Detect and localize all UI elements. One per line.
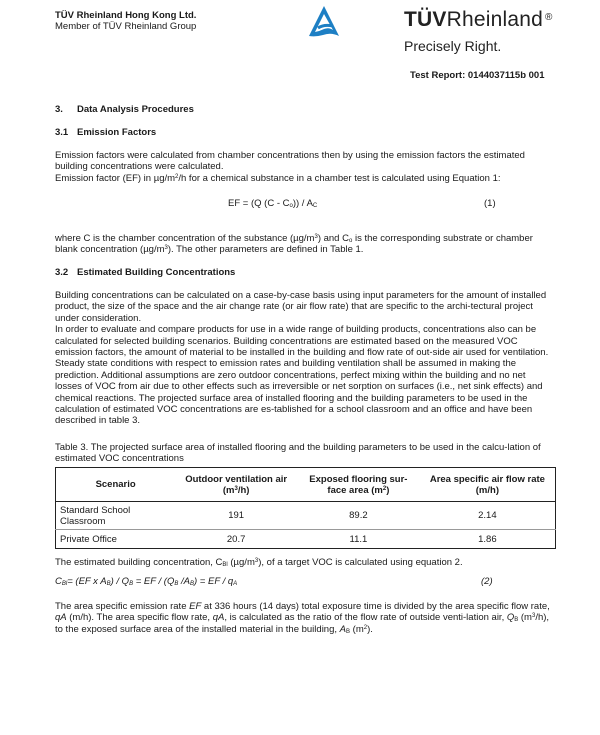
equation-1 bbox=[228, 198, 317, 209]
logo-brand-bold: TÜV bbox=[404, 8, 447, 31]
text: ). The other parameters are defined in Table 1. bbox=[167, 244, 364, 256]
section-title: Data Analysis Procedures bbox=[77, 104, 194, 115]
variable: A bbox=[339, 623, 346, 635]
text: ). bbox=[367, 623, 373, 635]
variable: qA bbox=[212, 612, 225, 624]
ef-definition bbox=[55, 173, 555, 184]
text: , is calculated as the ratio of the flow rate of outside venti-lation air, bbox=[224, 612, 507, 624]
tuv-triangle-logo-icon bbox=[306, 4, 342, 40]
superscript: 2 bbox=[175, 173, 179, 180]
header-text: Outdoor ventilation air (m bbox=[185, 473, 288, 496]
column-header-outdoor-ventilation bbox=[175, 468, 297, 502]
emission-factors-paragraph bbox=[55, 150, 555, 184]
estimated-concentration-paragraph bbox=[55, 557, 555, 568]
cell-scenario: Private Office bbox=[60, 533, 117, 545]
subscript: B bbox=[514, 617, 519, 624]
section-number: 3. bbox=[55, 104, 63, 115]
eq-subscript: B bbox=[189, 581, 194, 587]
subscript: B bbox=[346, 628, 351, 635]
superscript: 3 bbox=[234, 485, 238, 492]
eq-subscript: A bbox=[233, 581, 238, 587]
text: (m bbox=[518, 612, 532, 624]
logo-tagline: Precisely Right. bbox=[404, 38, 502, 54]
registered-mark: ® bbox=[544, 12, 553, 23]
text: The area specific emission rate bbox=[55, 601, 190, 612]
cell-ventilation: 191 bbox=[228, 510, 245, 521]
text: is the corresponding substrate or chamber blank concentration (µg/m bbox=[55, 233, 533, 256]
logo-wordmark bbox=[404, 9, 553, 31]
eq-subscript: C bbox=[312, 203, 318, 209]
eq-part: = EF / (Q bbox=[133, 576, 175, 587]
variable: qA bbox=[55, 612, 67, 624]
where-paragraph bbox=[55, 233, 555, 256]
text: The estimated building concentration, C bbox=[55, 557, 223, 568]
company-block bbox=[55, 10, 196, 33]
company-member: Member of TÜV Rheinland Group bbox=[55, 21, 197, 33]
section-3-2-heading bbox=[55, 267, 555, 278]
paragraph-text: In order to evaluate and compare products for use in a wide range of building products, concentrations also can be calculated for selected building scenarios. Building concentrations are estimated based on the measured VOC emission factors, the amount of material to be installed in the building and flow rate of out-side air used for ventilation. Steady state conditions with respect to emission rates and building ventilation shall be assumed in making the prediction. Additional assumptions are zero outdoor concentrations, perfect mixing within the building and no net losses of VOC from air due to other effects such as irreversible or net sorption on surfaces (i.e., net sink effects) and chemical reactions. The projected surface area of installed flooring and the building parameters to be used in the calculation of estimated VOC concentrations are es-tablished for a school classroom and an office and have been described in table 3. bbox=[55, 324, 549, 427]
text: Emission factor (EF) in µg/m bbox=[55, 172, 176, 184]
paragraph-text: Building concentrations can be calculated on a case-by-case basis using input parameters for the amount of installed product, the size of the space and the air change rate (or air flow rate) that are specific to the archi-tectural project under consideration. bbox=[55, 290, 547, 324]
column-header-flooring-area bbox=[297, 468, 420, 502]
company-name: TÜV Rheinland Hong Kong Ltd. bbox=[55, 10, 197, 21]
eq-part: = (EF x A bbox=[67, 576, 107, 587]
cell-air-flow-rate: 2.14 bbox=[478, 510, 497, 521]
subscript: Bl bbox=[222, 562, 228, 568]
superscript: 3 bbox=[164, 245, 168, 252]
column-header-scenario: Scenario bbox=[95, 479, 136, 490]
eq-subscript: o bbox=[289, 203, 293, 209]
eq-part: EF = (Q (C - C bbox=[228, 198, 290, 209]
superscript: 2 bbox=[363, 624, 368, 631]
equation-2-number: (2) bbox=[481, 576, 493, 587]
superscript: 2 bbox=[382, 485, 387, 492]
section-3-heading bbox=[55, 104, 555, 115]
superscript: 3 bbox=[531, 613, 536, 620]
variable: Q bbox=[506, 612, 515, 624]
table-header-row bbox=[56, 468, 556, 502]
header-text: /h) bbox=[237, 484, 250, 496]
superscript: 3 bbox=[314, 234, 318, 240]
logo-brand-regular: Rheinland bbox=[446, 8, 543, 31]
eq-subscript: B bbox=[106, 581, 111, 587]
text: /h), to the exposed surface area of the installed material in the building, bbox=[55, 612, 550, 635]
equation-2 bbox=[55, 576, 237, 587]
text: (µg/m bbox=[227, 557, 255, 568]
cell-flooring-area: 11.1 bbox=[349, 533, 368, 545]
text: ) and C bbox=[317, 233, 349, 244]
header-text: Exposed flooring sur-face area (m bbox=[309, 473, 408, 496]
building-concentrations-paragraph bbox=[55, 290, 555, 427]
column-header-air-flow-rate: Area specific air flow rate (m/h) bbox=[429, 473, 545, 496]
section-title: Estimated Building Concentrations bbox=[77, 267, 236, 278]
text: /h for a chemical substance in a chamber test is calculated using Equation 1: bbox=[178, 172, 501, 184]
report-number: Test Report: 0144037115b 001 bbox=[410, 70, 545, 81]
eq-part: /A bbox=[178, 576, 190, 587]
cell-ventilation: 20.7 bbox=[226, 533, 246, 545]
subscript: o bbox=[348, 238, 353, 244]
superscript: 3 bbox=[254, 558, 259, 564]
header-text: ) bbox=[386, 484, 390, 496]
cell-flooring-area: 89.2 bbox=[349, 510, 368, 521]
table-3-caption: Table 3. The projected surface area of installed flooring and the building parameters to be used in the calcu-lation of estimated VOC concentrations bbox=[55, 442, 541, 465]
area-specific-paragraph bbox=[55, 601, 555, 635]
eq-part: ) = EF / q bbox=[194, 576, 234, 587]
section-number: 3.1 bbox=[55, 127, 69, 138]
eq-subscript: B bbox=[129, 581, 134, 587]
section-3-1-heading bbox=[55, 127, 555, 138]
eq-part: )) / A bbox=[292, 198, 313, 209]
text: where C is the chamber concentration of the substance (µg/m bbox=[55, 233, 315, 244]
section-number: 3.2 bbox=[55, 267, 69, 278]
variable: EF bbox=[189, 601, 202, 612]
equation-1-number: (1) bbox=[484, 198, 496, 209]
eq-subscript: Bl bbox=[61, 581, 68, 587]
text: ), of a target VOC is calculated using equation 2. bbox=[258, 557, 463, 568]
cell-scenario: Standard School Classroom bbox=[60, 504, 131, 527]
text: at 336 hours (14 days) total exposure time is divided by the area specific flow rate, bbox=[201, 601, 550, 612]
paragraph-text: Emission factors were calculated from chamber concentrations then by using the emission factors the estimated building concentrations were calculated. bbox=[55, 150, 525, 173]
text: (m/h). The area specific flow rate, bbox=[66, 612, 213, 624]
table-3 bbox=[55, 467, 556, 549]
text: (m bbox=[350, 623, 364, 635]
section-title: Emission Factors bbox=[77, 127, 157, 138]
eq-part: ) / Q bbox=[110, 576, 130, 587]
eq-subscript: B bbox=[174, 581, 179, 587]
table-row bbox=[56, 530, 556, 549]
cell-air-flow-rate: 1.86 bbox=[478, 533, 497, 545]
table-row bbox=[56, 502, 556, 530]
eq-part: C bbox=[55, 576, 62, 587]
